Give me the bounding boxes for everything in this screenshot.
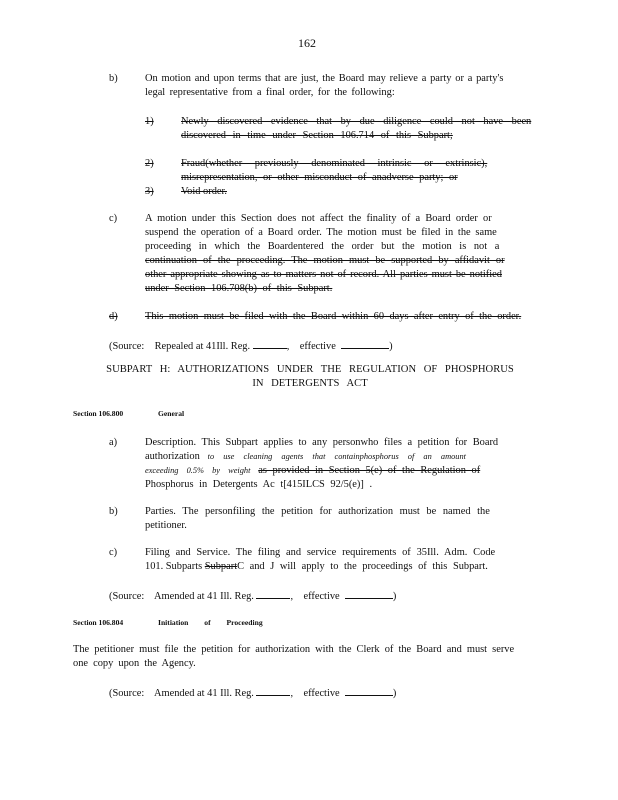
source-sep: ,	[290, 591, 294, 602]
source-close: )	[389, 341, 393, 352]
section-800-a-line1: Description. This Subpart applies to any personwho files a petition for Board	[145, 437, 499, 448]
subpart-heading-line2: IN DETERGENTS ACT	[252, 378, 368, 389]
source-note-804	[109, 685, 396, 701]
source-prefix: (Source:	[109, 688, 145, 699]
paragraph-c-line2: suspend the operation of a Board order. The motion must be filed in the same	[145, 227, 497, 238]
item-3-line1: Void order.	[181, 186, 227, 197]
paragraph-d-label: d)	[109, 311, 118, 322]
item-3-number: 3)	[145, 186, 154, 197]
blank-line	[256, 588, 290, 599]
source-effective: effective	[303, 688, 340, 699]
source-text: Repealed at 41Ill. Reg.	[154, 341, 251, 352]
source-text: Amended at 41 Ill. Reg.	[154, 688, 254, 699]
italic-insertion-1: to use cleaning agents that containphosphorus of an amount	[207, 452, 467, 461]
blank-line	[253, 338, 287, 349]
blank-line	[345, 588, 393, 599]
blank-line	[256, 685, 290, 696]
paragraph-b-line2: legal representative from a final order, for the following:	[145, 87, 395, 98]
source-text: Amended at 41 Ill. Reg.	[154, 591, 254, 602]
section-800-b-line1: Parties. The personfiling the petition for authorization must be named the	[145, 506, 490, 517]
section-804-number: Section 106.804	[73, 618, 124, 627]
subpart-heading-line1: SUBPART H: AUTHORIZATIONS UNDER THE REGULATION OF PHOSPHORUS	[106, 364, 514, 375]
paragraph-c-line1: A motion under this Section does not affect the finality of a Board order or	[145, 213, 492, 224]
paragraph-c-struck-line2: other appropriate showing as to matters not of record. All parties must be notified	[145, 269, 502, 280]
section-800-c-label: c)	[109, 547, 118, 558]
source-prefix: (Source:	[109, 591, 145, 602]
italic-insertion-2: exceeding 0.5% by weight	[145, 466, 251, 475]
source-sep: ,	[286, 341, 290, 352]
item-1-line1: Newly discovered evidence that by due diligence could not have been	[181, 116, 532, 127]
paragraph-d-text: This motion must be filed with the Board within 60 days after entry of the order.	[145, 311, 522, 322]
source-prefix: (Source:	[109, 341, 145, 352]
item-2-number: 2)	[145, 158, 154, 169]
section-800-a-line3	[145, 464, 480, 478]
section-800-title: General	[158, 409, 185, 418]
paragraph-b-line1: On motion and upon terms that are just, the Board may relieve a party or a party's	[145, 73, 504, 84]
source-effective: effective	[303, 591, 340, 602]
section-800-c-line2	[145, 560, 488, 574]
section-800-a-line2	[145, 450, 466, 464]
source-sep: ,	[290, 688, 294, 699]
section-800-number: Section 106.800	[73, 409, 124, 418]
paragraph-c-line3: proceeding in which the Boardentered the order but the motion is not a	[145, 241, 500, 252]
paragraph-c-struck-line3: under Section 106.708(b) of this Subpart.	[145, 283, 333, 294]
source-effective: effective	[299, 341, 336, 352]
struck-subpart: Subpart	[204, 561, 238, 572]
item-2-line1: Fraud(whether previously denominated intrinsic or extrinsic),	[181, 158, 488, 169]
paragraph-b-label: b)	[109, 73, 118, 84]
blank-line	[345, 685, 393, 696]
subparts-text: 101. Subparts	[145, 561, 203, 572]
section-804-line2: one copy upon the Agency.	[73, 658, 196, 669]
section-804-line1: The petitioner must file the petition for authorization with the Clerk of the Board and must serve	[73, 644, 515, 655]
source-close: )	[392, 688, 397, 699]
paragraph-c-struck-line1: continuation of the proceeding. The motion must be supported by affidavit or	[145, 255, 505, 266]
blank-line	[341, 338, 389, 349]
paragraph-c-label: c)	[109, 213, 118, 224]
source-note-800	[109, 588, 396, 604]
page-number: 162	[298, 36, 316, 50]
source-close: )	[392, 591, 397, 602]
section-800-b-label: b)	[109, 506, 118, 517]
struck-reference: as provided in Section 5(e) of the Regulation of	[258, 465, 481, 476]
source-note-repealed	[109, 338, 393, 354]
section-800-a-line4: Phosphorus in Detergents Ac t[415ILCS 92/5(e)] .	[145, 479, 373, 490]
section-800-c-line1: Filing and Service. The filing and service requirements of 35Ill. Adm. Code	[145, 547, 496, 558]
section-804-title: Initiation of Proceeding	[158, 618, 263, 627]
item-1-line2: discovered in time under Section 106.714 of this Subpart;	[181, 130, 453, 141]
section-800-b-line2: petitioner.	[145, 520, 187, 531]
item-1-number: 1)	[145, 116, 154, 127]
section-800-a-label: a)	[109, 437, 118, 448]
subparts-rest: C and J will apply to the proceedings of this Subpart.	[237, 561, 488, 572]
item-2-line2: misrepresentation, or other misconduct of anadverse party; or	[181, 172, 458, 183]
authorization-word: authorization	[145, 451, 200, 462]
